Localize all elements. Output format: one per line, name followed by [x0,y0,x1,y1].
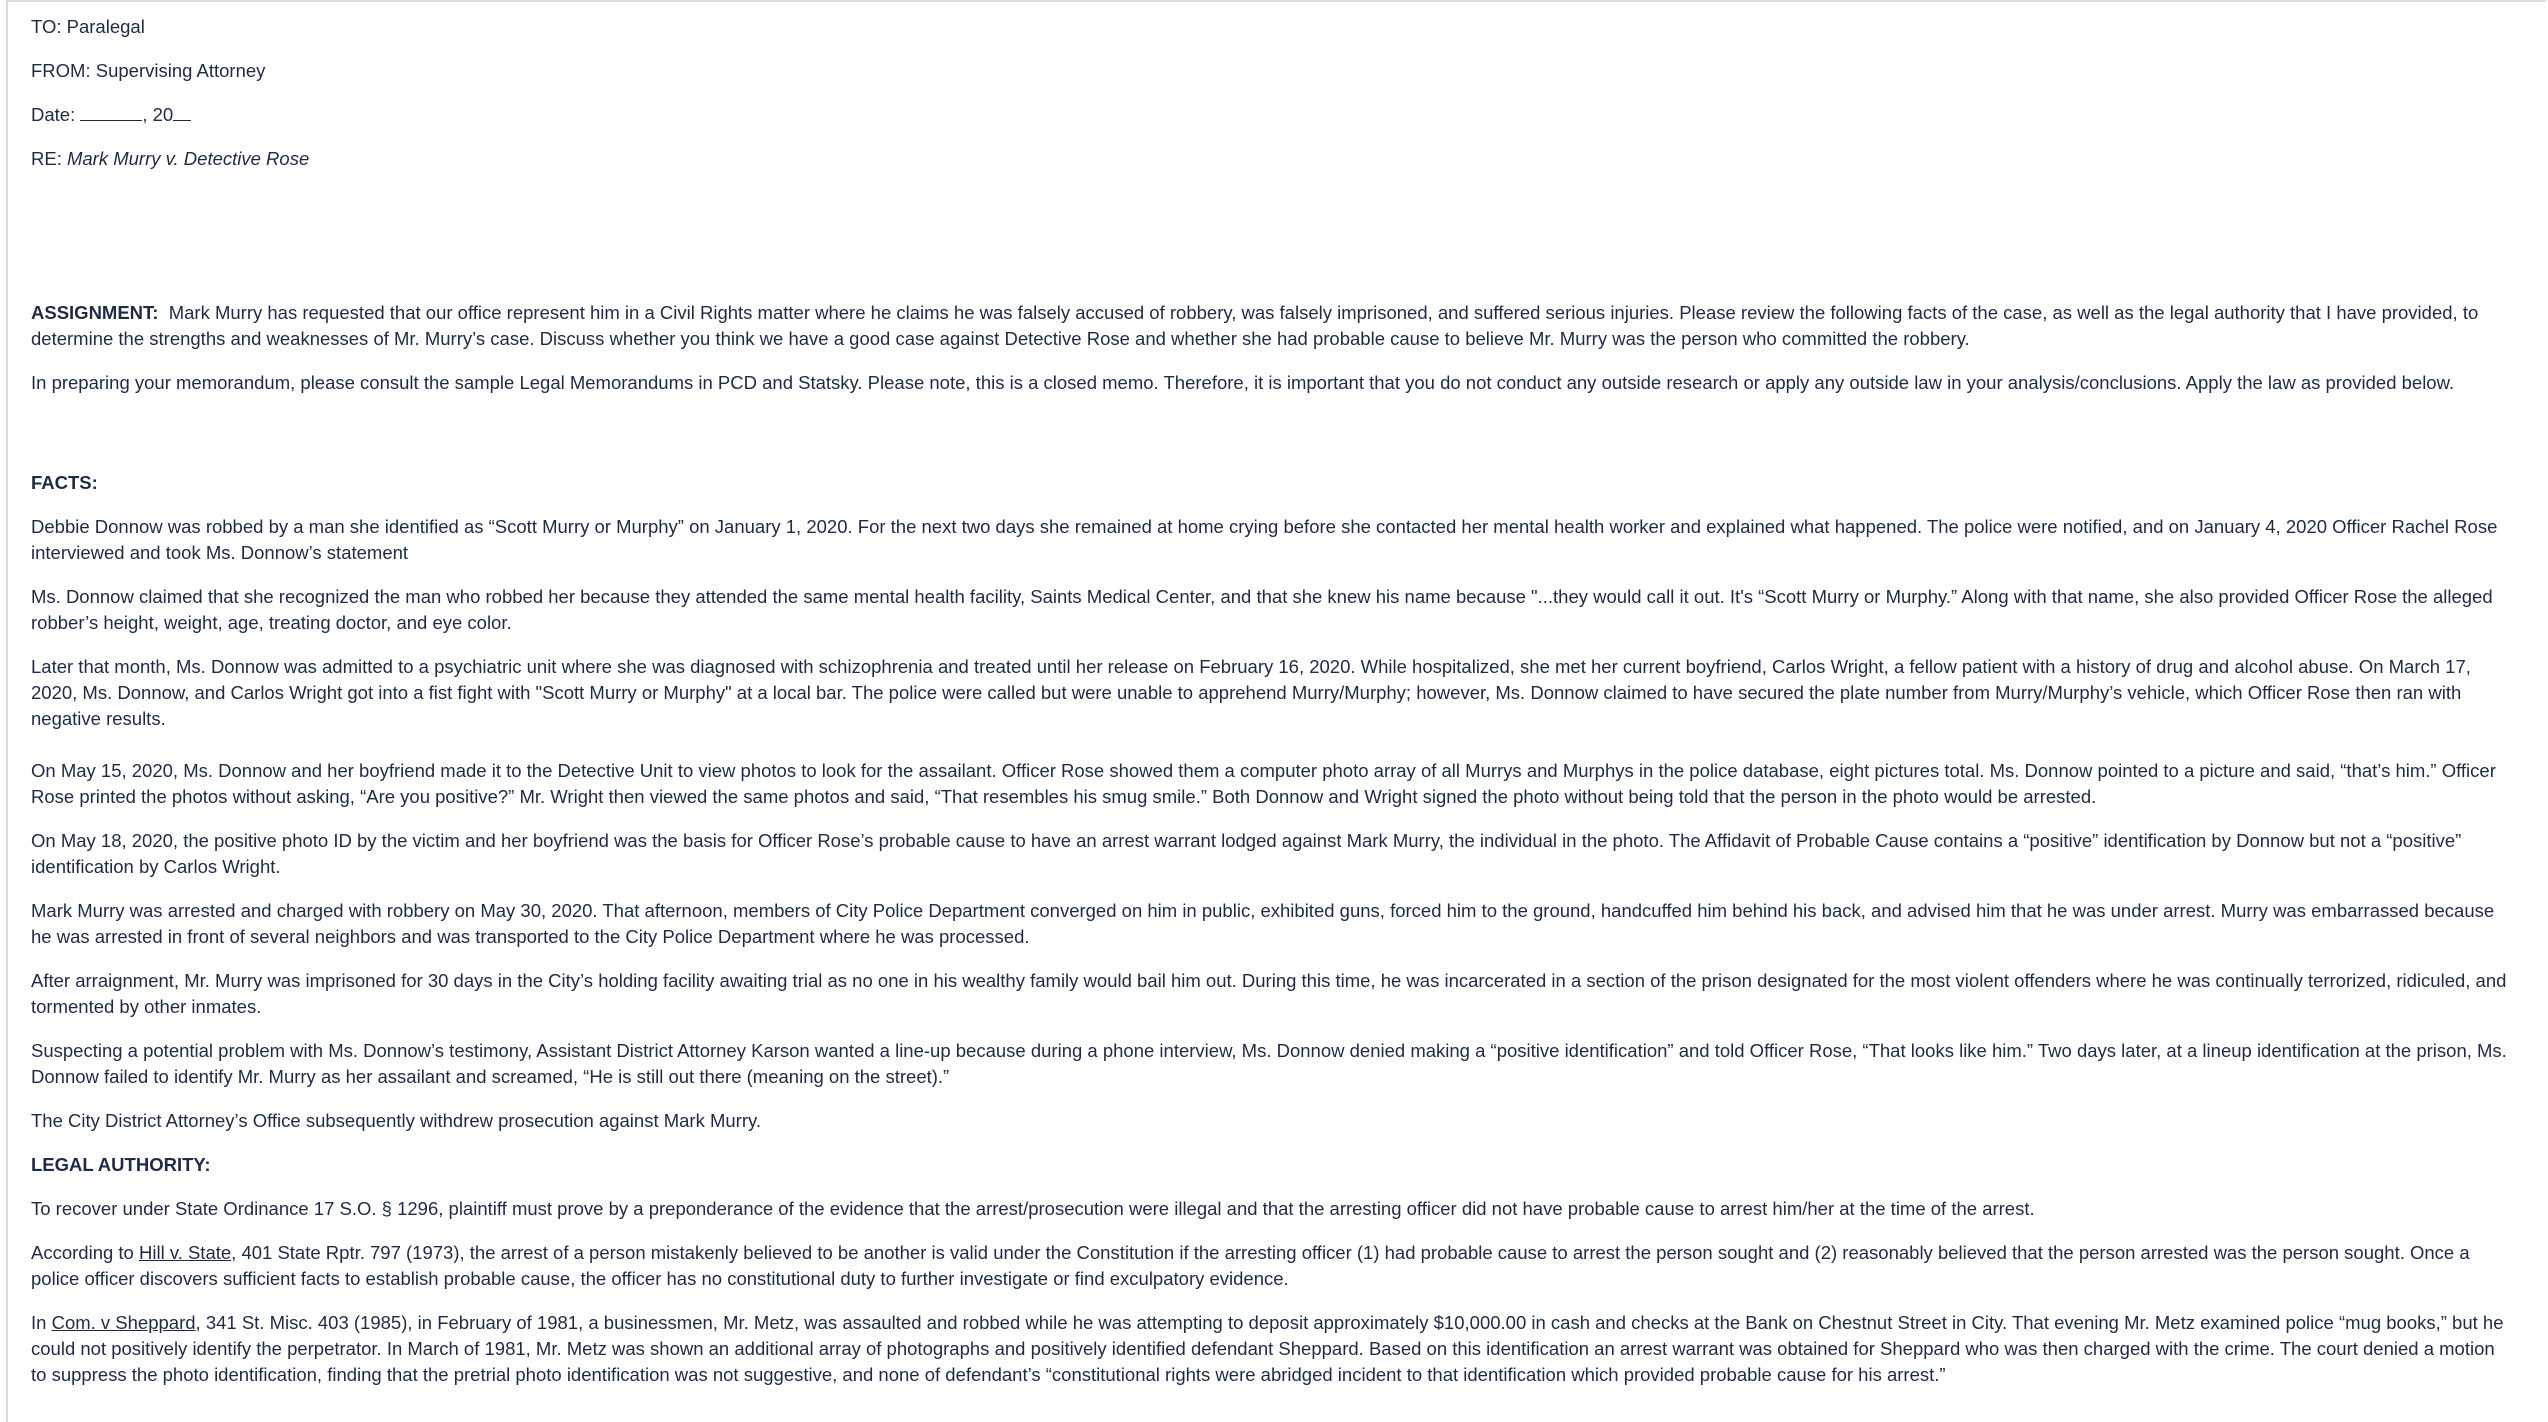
re-title: Mark Murry v. Detective Rose [66,148,310,169]
assignment-text: Mark Murry has requested that our office represent him in a Civil Rights matter where he claims he was falsely accused of robbery, was falsely imprisoned, and suffered serious injuries. Please review the following facts of the case, as well as the legal authority that I have provided, to determine the strengths and weaknesses of Mr. Murry’s case. Discuss whether you think we have a good case against Detective Rose and whether she had probable cause to believe Mr. Murry was the person who committed the robbery. [31,302,2479,349]
legal-authority-paragraph: To recover under State Ordinance 17 S.O. § 1296, plaintiff must prove by a preponderance of the evidence that the arrest/prosecution were illegal and that the arresting officer did not have probable cause to arrest him/her at the time of the arrest. [31,1198,2035,1219]
assignment-paragraph [31,300,2511,352]
assignment-instructions: In preparing your memorandum, please consult the sample Legal Memorandums in PCD and Statsky. Please note, this is a closed memo. Therefore, it is important that you do not conduct any outside research or apply any outside law in your analysis/conclusions. Apply the law as provided below. [31,372,2455,393]
legal-authority-heading: LEGAL AUTHORITY: [31,1154,211,1175]
facts-paragraph: After arraignment, Mr. Murry was imprisoned for 30 days in the City’s holding facility awaiting trial as no one in his wealthy family would bail him out. During this time, he was incarcerated in a section of the prison designated for the most violent offenders where he was continually terrorized, ridiculed, and tormented by other inmates. [31,970,2507,1017]
facts-heading: FACTS: [31,472,98,493]
date-year: , 20 [142,104,174,125]
memo-re [31,146,2511,172]
facts-paragraph: On May 15, 2020, Ms. Donnow and her boyfriend made it to the Detective Unit to view photos to look for the assailant. Officer Rose showed them a computer photo array of all Murrys and Murphys in the police database, eight pictures total. Ms. Donnow pointed to a picture and said, “that’s him.” Officer Rose printed the photos without asking, “Are you positive?” Mr. Wright then viewed the same photos and said, “That resembles his smug smile.” Both Donnow and Wright signed the photo without being told that the person in the photo would be arrested. [31,760,2496,807]
memorandum [31,14,2511,1406]
facts-paragraph: Debbie Donnow was robbed by a man she identified as “Scott Murry or Murphy” on January 1, 2020. For the next two days she remained at home crying before she contacted her mental health worker and explained what happened. The police were notified, and on January 4, 2020 Officer Rachel Rose interviewed and took Ms. Donnow’s statement [31,516,2498,563]
legal-authority-paragraph [31,1310,2511,1388]
facts-paragraph: Later that month, Ms. Donnow was admitted to a psychiatric unit where she was diagnosed with schizophrenia and treated until her release on February 16, 2020. While hospitalized, she met her current boyfriend, Carlos Wright, a fellow patient with a history of drug and alcohol abuse. On March 17, 2020, Ms. Donnow, and Carlos Wright got into a fist fight with "Scott Murry or Murphy" at a local bar. The police were called but were unable to apprehend Murry/Murphy; however, Ms. Donnow claimed to have secured the plate number from Murry/Murphy’s vehicle, which Officer Rose then ran with negative results. [31,656,2471,729]
sheppard-intro: In [31,1312,52,1333]
memo-to: TO: Paralegal [31,16,145,37]
date-year-blank [173,104,191,121]
sheppard-text: , 341 St. Misc. 403 (1985), in February of 1981, a businessmen, Mr. Metz, was assaulted and robbed while he was attempting to deposit approximately $10,000.00 in cash and checks at the Bank on Chestnut Street in City. That evening Mr. Metz examined police “mug books,” but he could not positively identify the perpetrator. In March of 1981, Mr. Metz was shown an additional array of photographs and positively identified defendant Sheppard. Based on this identification an arrest warrant was obtained for Sheppard who was then charged with the crime. The court denied a motion to suppress the photo identification, finding that the pretrial photo identification was not suggestive, and none of defendant’s “constitutional rights were abridged incident to that identification which provided probable cause for his arrest.” [31,1312,2504,1385]
date-label: Date: [31,104,76,125]
sheppard-case-link[interactable]: Com. v Sheppard [51,1312,196,1333]
memo-date [31,102,2511,128]
hill-intro: According to [31,1242,139,1263]
hill-text: , 401 State Rptr. 797 (1973), the arrest of a person mistakenly believed to be another is valid under the Constitution if the arresting officer (1) had probable cause to arrest the person sought and (2) reasonably believed that the person arrested was the person sought. Once a police officer discovers sufficient facts to establish probable cause, the officer has no constitutional duty to further investigate or find exculpatory evidence. [31,1242,2470,1289]
hill-case-link[interactable]: Hill v. State [138,1242,232,1263]
legal-authority-paragraph [31,1240,2511,1292]
date-day-blank [80,104,142,121]
facts-paragraph: Mark Murry was arrested and charged with robbery on May 30, 2020. That afternoon, members of City Police Department converged on him in public, exhibited guns, forced him to the ground, handcuffed him behind his back, and advised him that he was under arrest. Murry was embarrassed because he was arrested in front of several neighbors and was transported to the City Police Department where he was processed. [31,900,2495,947]
facts-paragraph: The City District Attorney’s Office subsequently withdrew prosecution against Mark Murry. [31,1110,762,1131]
assignment-heading: ASSIGNMENT: [31,302,159,323]
facts-paragraph: Suspecting a potential problem with Ms. Donnow’s testimony, Assistant District Attorney Karson wanted a line-up because during a phone interview, Ms. Donnow denied making a “positive identification” and told Officer Rose, “That looks like him.” Two days later, at a lineup identification at the prison, Ms. Donnow failed to identify Mr. Murry as her assailant and screamed, “He is still out there (meaning on the street).” [31,1040,2507,1087]
memo-from: FROM: Supervising Attorney [31,60,266,81]
re-label: RE: [31,148,62,169]
facts-paragraph: On May 18, 2020, the positive photo ID by the victim and her boyfriend was the basis for Officer Rose’s probable cause to have an arrest warrant lodged against Mark Murry, the individual in the photo. The Affidavit of Probable Cause contains a “positive” identification by Donnow but not a “positive” identification by Carlos Wright. [31,830,2462,877]
facts-paragraph: Ms. Donnow claimed that she recognized the man who robbed her because they attended the same mental health facility, Saints Medical Center, and that she knew his name because "...they would call it out. It's “Scott Murry or Murphy.” Along with that name, she also provided Officer Rose the alleged robber’s height, weight, age, treating doctor, and eye color. [31,586,2493,633]
